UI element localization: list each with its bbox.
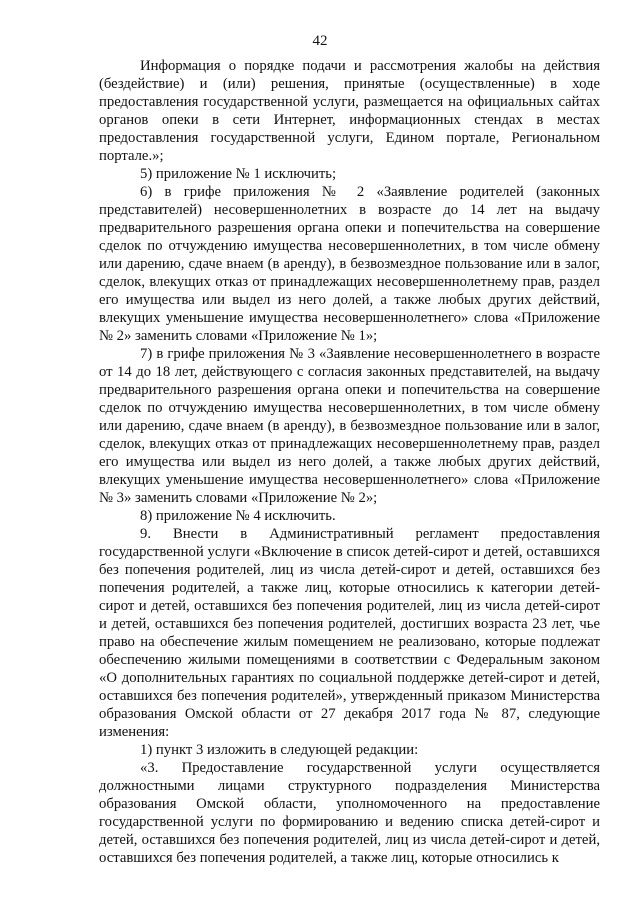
paragraph-item-7: 7) в грифе приложения № 3 «Заявление несовершеннолетнего в возрасте от 14 до 18 лет, действующего с согласия законных представителей, на выдачу предварительного разрешения органа опеки и попечительства на совершение сделок по отчуждению имущества несовершеннолетних, в том числе обмену или дарению, сдаче внаем (в аренду), в безвозмездное пользование или в залог, сделок, влекущих отказ от принадлежащих несовершеннолетнему прав, раздел его имущества или выдел из него долей, а также любых других действий, влекущих уменьшение имущества несовершеннолетнего» слова «Приложение № 3» заменить словами «Приложение № 2»;: [99, 346, 600, 506]
page-number: 42: [312, 33, 328, 49]
paragraph-item-6: 6) в грифе приложения № 2 «Заявление родителей (законных представителей) несовершеннолетних в возрасте до 14 лет на выдачу предварительного разрешения органа опеки и попечительства на совершение сделок по отчуждению имущества несовершеннолетних, в том числе обмену или дарению, сдаче внаем (в аренду), в безвозмездное пользование или в залог, сделок, влекущих отказ от принадлежащих несовершеннолетнему прав, раздел его имущества или выдел из него долей, а также любых других действий, влекущих уменьшение имущества несовершеннолетнего» слова «Приложение № 2» заменить словами «Приложение № 1»;: [99, 184, 600, 344]
paragraph-clause-3: «3. Предоставление государственной услуги осуществляется должностными лицами структурного подразделения Министерства образования Омской области, уполномоченного на предоставление государственной услуги по формированию и ведению списка детей-сирот и детей, оставшихся без попечения родителей, лиц из числа детей-сирот и детей, оставшихся без попечения родителей, а также лиц, которые относились к: [99, 760, 600, 866]
paragraph-item-8: 8) приложение № 4 исключить.: [140, 508, 336, 524]
document-body: [99, 57, 600, 867]
paragraph-item-5: 5) приложение № 1 исключить;: [140, 166, 337, 182]
paragraph-subitem-1: 1) пункт 3 изложить в следующей редакции:: [140, 742, 419, 758]
paragraph-item-9: 9. Внести в Административный регламент предоставления государственной услуги «Включение в список детей-сирот и детей, оставшихся без попечения родителей, лиц из числа детей-сирот и детей, оставшихся без попечения родителей, а также лиц, которые относились к категории детей-сирот и детей, оставшихся без попечения родителей, лиц из числа детей-сирот и детей, оставшихся без попечения родителей, достигших возраста 23 лет, чье право на обеспечение жилым помещением не реализовано, которые подлежат обеспечению жилыми помещениями в соответствии с Федеральным законом «О дополнительных гарантиях по социальной поддержке детей-сирот и детей, оставшихся без попечения родителей», утвержденный приказом Министерства образования Омской области от 27 декабря 2017 года № 87, следующие изменения:: [99, 526, 600, 740]
paragraph-complaint-info: Информация о порядке подачи и рассмотрения жалобы на действия (бездействие) и (или) решения, принятые (осуществленные) в ходе предоставления государственной услуги, размещается на официальных сайтах органов опеки в сети Интернет, информационных стендах в местах предоставления государственной услуги, Едином портале, Региональном портале.»;: [99, 58, 600, 164]
